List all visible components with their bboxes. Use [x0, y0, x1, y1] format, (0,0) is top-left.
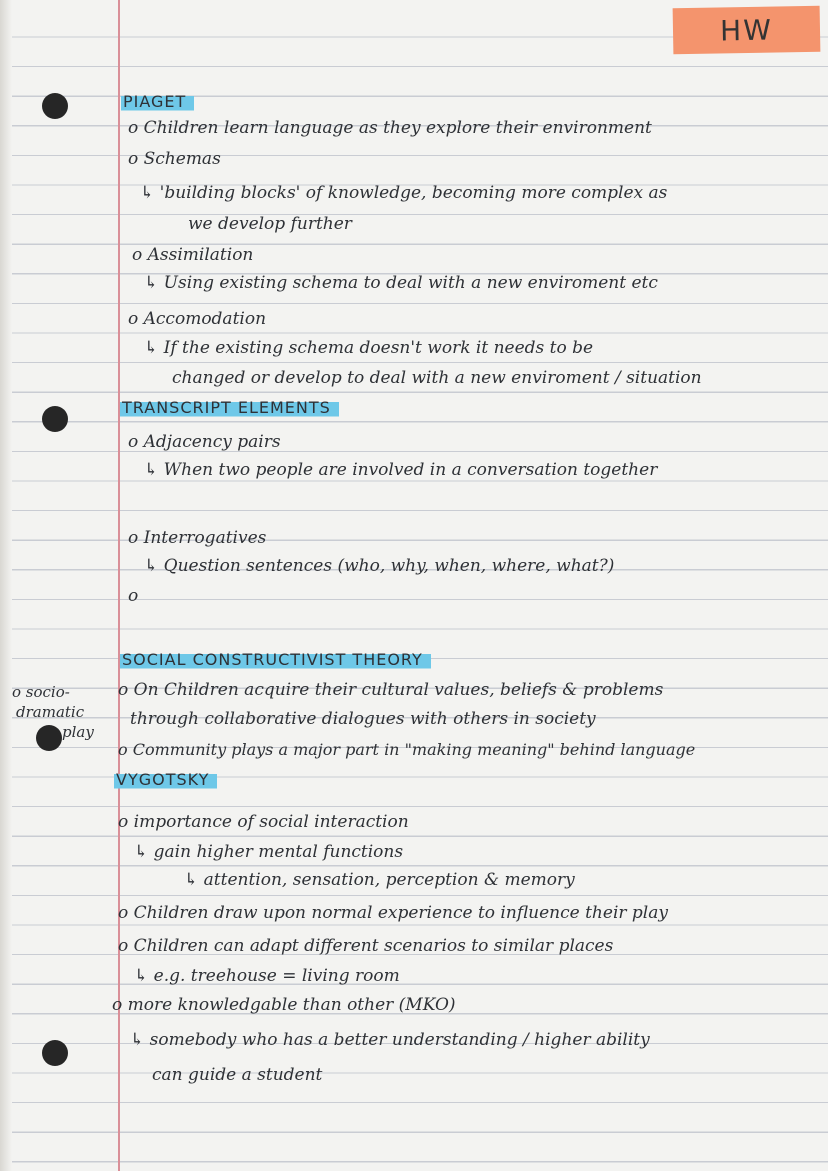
- note-line: o Community plays a major part in "making meaning" behind language: [118, 740, 696, 759]
- note-line: ↳ Question sentences (who, why, when, where, what?): [144, 556, 615, 576]
- heading-piaget: PIAGET: [121, 92, 194, 112]
- margin-note: o socio-: [12, 683, 70, 701]
- binding-edge: [0, 0, 12, 1171]
- note-line: o Children draw upon normal experience to influence their play: [118, 903, 668, 923]
- note-line: o Children can adapt different scenarios to similar places: [118, 936, 614, 956]
- hw-tag: HW: [673, 6, 821, 55]
- note-line: ↳ somebody who has a better understanding / higher ability: [130, 1030, 650, 1050]
- note-line: o Children learn language as they explore their environment: [128, 118, 652, 138]
- note-line: o Schemas: [128, 149, 221, 169]
- note-line: ↳ gain higher mental functions: [134, 842, 404, 862]
- note-line: o Interrogatives: [128, 528, 267, 548]
- note-line: ↳ If the existing schema doesn't work it needs to be: [144, 338, 594, 358]
- margin-note: play: [62, 723, 94, 741]
- note-line: o more knowledgable than other (MKO): [112, 995, 456, 1015]
- note-line: o: [128, 586, 139, 606]
- note-line: ↳ 'building blocks' of knowledge, becoming more complex as: [140, 183, 668, 203]
- margin-note: dramatic: [16, 703, 85, 721]
- punch-hole: [42, 93, 68, 119]
- heading-transcript-elements: TRANSCRIPT ELEMENTS: [120, 398, 339, 418]
- heading-vygotsky: VYGOTSKY: [114, 770, 217, 790]
- punch-hole: [36, 725, 62, 751]
- note-line: o Accomodation: [128, 309, 267, 329]
- note-line: o Assimilation: [132, 245, 254, 265]
- note-line: we develop further: [188, 214, 352, 234]
- note-line: can guide a student: [152, 1065, 323, 1085]
- note-line: ↳ attention, sensation, perception & memory: [184, 870, 575, 890]
- note-line: o importance of social interaction: [118, 812, 409, 832]
- note-line: ↳ Using existing schema to deal with a new enviroment etc: [144, 273, 658, 293]
- note-line: o Adjacency pairs: [128, 432, 281, 452]
- note-line: ↳ When two people are involved in a conversation together: [144, 460, 658, 480]
- note-line: ↳ e.g. treehouse = living room: [134, 966, 400, 986]
- note-line: changed or develop to deal with a new enviroment / situation: [172, 368, 702, 388]
- note-line: through collaborative dialogues with others in society: [130, 709, 596, 729]
- heading-social-constructivist-theory: SOCIAL CONSTRUCTIVIST THEORY: [120, 650, 431, 670]
- punch-hole: [42, 406, 68, 432]
- note-line: o On Children acquire their cultural values, beliefs & problems: [118, 680, 664, 700]
- punch-hole: [42, 1040, 68, 1066]
